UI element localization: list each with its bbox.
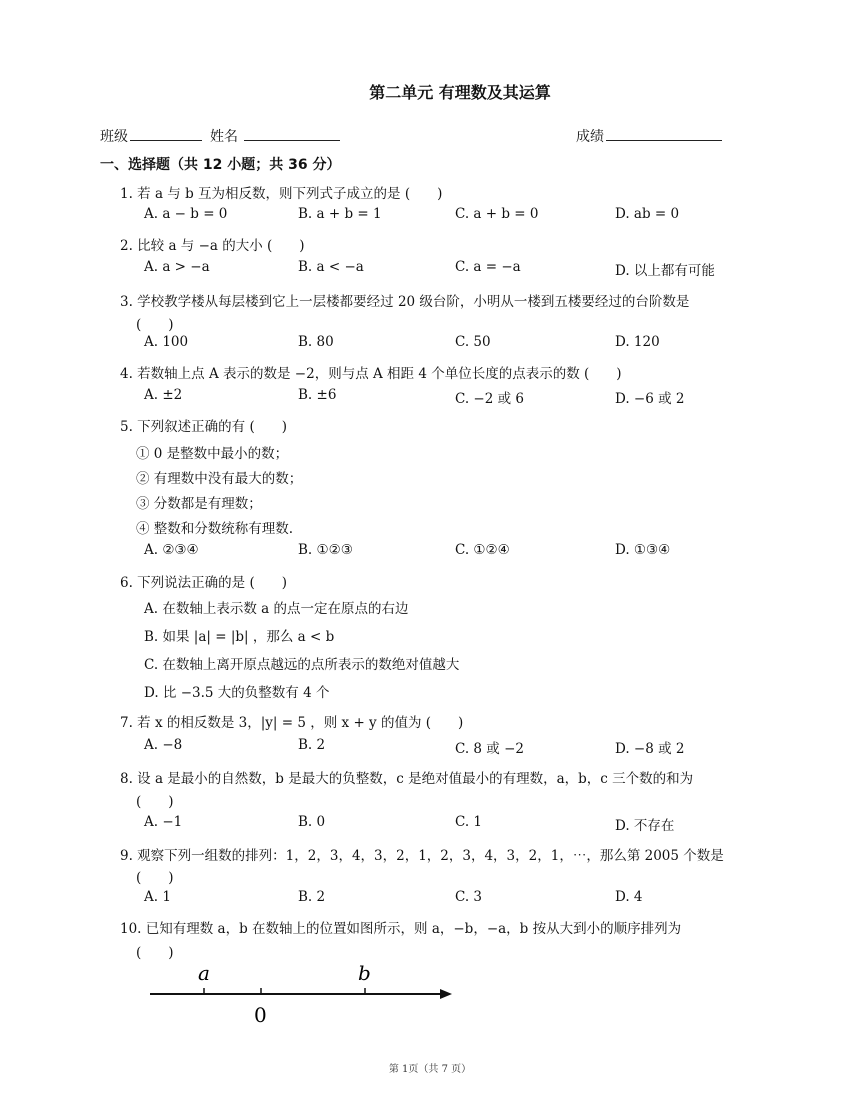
name-label: 姓名 bbox=[210, 129, 238, 145]
q4-option-a[interactable]: A. ±2 bbox=[144, 387, 183, 403]
q2-option-c[interactable]: C. a = −a bbox=[455, 259, 521, 275]
score-label: 成绩 bbox=[576, 129, 604, 145]
label-b: b bbox=[358, 961, 371, 985]
question-1: 1. 若 a 与 b 互为相反数，则下列式子成立的是 ( ) bbox=[120, 186, 443, 202]
q5-option-a[interactable]: A. ②③④ bbox=[144, 542, 199, 558]
q2-option-d[interactable]: D. 以上都有可能 bbox=[615, 263, 715, 279]
q3-option-d[interactable]: D. 120 bbox=[615, 334, 660, 350]
q7-option-c[interactable]: C. 8 或 −2 bbox=[455, 741, 525, 757]
q6-option-b[interactable]: B. 如果 |a| = |b| ，那么 a < b bbox=[144, 629, 335, 645]
q5-statement-3: ③ 分数都是有理数； bbox=[136, 496, 262, 512]
question-10: 10. 已知有理数 a，b 在数轴上的位置如图所示，则 a，−b，−a，b 按从大到小的顺序排列为 bbox=[120, 921, 682, 937]
class-input-line[interactable] bbox=[130, 126, 202, 141]
number-line-figure bbox=[140, 960, 470, 1030]
q4-option-d[interactable]: D. −6 或 2 bbox=[615, 391, 685, 407]
q8-option-b[interactable]: B. 0 bbox=[298, 814, 326, 830]
score-input-line[interactable] bbox=[606, 126, 722, 141]
q1-option-d[interactable]: D. ab = 0 bbox=[615, 206, 680, 222]
q1-option-b[interactable]: B. a + b = 1 bbox=[298, 206, 382, 222]
q5-statement-2: ② 有理数中没有最大的数； bbox=[136, 471, 303, 487]
question-5: 5. 下列叙述正确的有 ( ) bbox=[120, 419, 287, 435]
q5-statement-4: ④ 整数和分数统称有理数. bbox=[136, 521, 294, 537]
page-footer: 第 1页（共 7 页） bbox=[388, 1064, 472, 1075]
q8-option-a[interactable]: A. −1 bbox=[144, 814, 183, 830]
label-zero: 0 bbox=[254, 1003, 267, 1027]
number-line-arrow bbox=[440, 989, 452, 999]
question-8-cont: ( ) bbox=[136, 794, 174, 810]
q1-option-c[interactable]: C. a + b = 0 bbox=[455, 206, 539, 222]
q6-option-d[interactable]: D. 比 −3.5 大的负整数有 4 个 bbox=[144, 685, 330, 701]
q5-option-d[interactable]: D. ①③④ bbox=[615, 542, 671, 558]
question-3: 3. 学校教学楼从每层楼到它上一层楼都要经过 20 级台阶，小明从一楼到五楼要经过的台阶数是 bbox=[120, 294, 690, 310]
question-2: 2. 比较 a 与 −a 的大小 ( ) bbox=[120, 238, 305, 254]
q4-option-c[interactable]: C. −2 或 6 bbox=[455, 391, 525, 407]
q9-option-d[interactable]: D. 4 bbox=[615, 889, 643, 905]
question-8: 8. 设 a 是最小的自然数，b 是最大的负整数，c 是绝对值最小的有理数，a，b，c 三个数的和为 bbox=[120, 771, 694, 787]
q9-option-c[interactable]: C. 3 bbox=[455, 889, 483, 905]
q7-option-a[interactable]: A. −8 bbox=[144, 737, 183, 753]
q7-option-b[interactable]: B. 2 bbox=[298, 737, 326, 753]
question-3-cont: ( ) bbox=[136, 317, 174, 333]
q8-option-c[interactable]: C. 1 bbox=[455, 814, 483, 830]
q5-option-c[interactable]: C. ①②④ bbox=[455, 542, 510, 558]
q8-option-d[interactable]: D. 不存在 bbox=[615, 818, 675, 834]
score-field bbox=[576, 126, 722, 146]
q5-option-b[interactable]: B. ①②③ bbox=[298, 542, 353, 558]
q6-option-a[interactable]: A. 在数轴上表示数 a 的点一定在原点的右边 bbox=[144, 601, 409, 617]
name-input-line[interactable] bbox=[244, 126, 340, 141]
q1-option-a[interactable]: A. a − b = 0 bbox=[144, 206, 228, 222]
question-7: 7. 若 x 的相反数是 3，|y| = 5 ，则 x + y 的值为 ( ) bbox=[120, 715, 464, 731]
q3-option-a[interactable]: A. 100 bbox=[144, 334, 189, 350]
question-6: 6. 下列说法正确的是 ( ) bbox=[120, 575, 287, 591]
q9-option-a[interactable]: A. 1 bbox=[144, 889, 171, 905]
q5-statement-1: ① 0 是整数中最小的数； bbox=[136, 446, 289, 462]
question-9: 9. 观察下列一组数的排列：1，2，3，4，3，2，1，2，3，4，3，2，1，⋯，那么第 2005 个数是 bbox=[120, 848, 724, 864]
q9-option-b[interactable]: B. 2 bbox=[298, 889, 326, 905]
q7-option-d[interactable]: D. −8 或 2 bbox=[615, 741, 685, 757]
question-4: 4. 若数轴上点 A 表示的数是 −2，则与点 A 相距 4 个单位长度的点表示的数 ( ) bbox=[120, 366, 622, 382]
question-10-cont: ( ) bbox=[136, 945, 174, 961]
q2-option-a[interactable]: A. a > −a bbox=[144, 259, 210, 275]
question-9-cont: ( ) bbox=[136, 870, 174, 886]
q2-option-b[interactable]: B. a < −a bbox=[298, 259, 364, 275]
q6-option-c[interactable]: C. 在数轴上离开原点越远的点所表示的数绝对值越大 bbox=[144, 657, 460, 673]
q3-option-b[interactable]: B. 80 bbox=[298, 334, 334, 350]
page-title: 第二单元 有理数及其运算 bbox=[369, 83, 551, 102]
class-label: 班级 bbox=[100, 129, 128, 145]
class-field bbox=[100, 126, 202, 146]
q3-option-c[interactable]: C. 50 bbox=[455, 334, 491, 350]
label-a: a bbox=[198, 961, 210, 985]
name-field bbox=[210, 126, 340, 146]
section-heading: 一、选择题（共 12 小题；共 36 分） bbox=[100, 157, 341, 173]
q4-option-b[interactable]: B. ±6 bbox=[298, 387, 337, 403]
